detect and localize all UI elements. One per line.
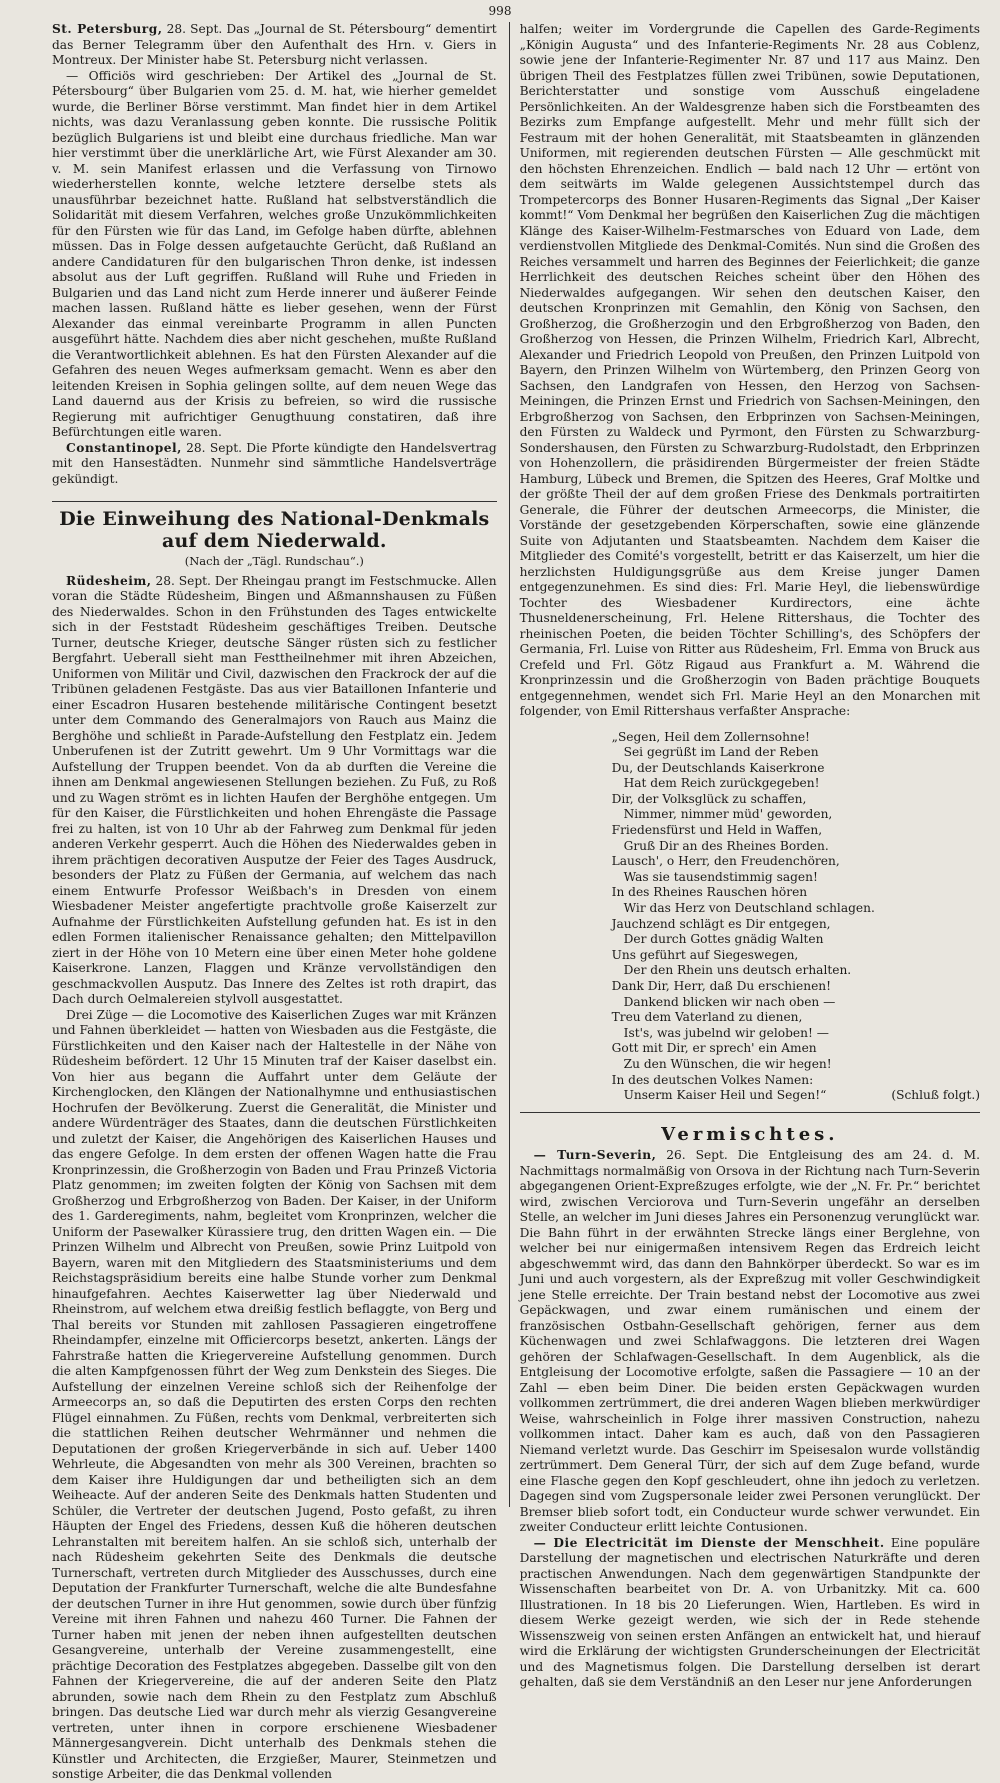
section-divider <box>520 1112 980 1113</box>
dateline-constantinopel: Constantinopel, <box>66 440 182 455</box>
poem-line: In des deutschen Volkes Namen: <box>611 1072 814 1087</box>
poem-line: Der durch Gottes gnädig Walten <box>623 932 824 947</box>
poem-line: Friedensfürst und Held in Waffen, <box>611 823 823 838</box>
poem-line: Unserm Kaiser Heil und Segen!“ <box>623 1088 827 1103</box>
article-paragraph-1 <box>52 574 497 1008</box>
page-number: 998 <box>488 4 512 18</box>
article-paragraph-2: Drei Züge — die Locomotive des Kaiserlichen Zuges war mit Kränzen und Fahnen überkleidet — hatten von Wiesbaden aus die Festgäste, die Fürstlichkeiten und den Kaiser nach der Haltestelle in der Nähe von Rüdesheim befördert. 12 Uhr 15 Minuten traf der Kaiser daselbst ein. Von hier aus begann die Auffahrt unter dem Geläute der Kirchenglocken, den Klängen der Nationalhymne und enthusiastischen Hochrufen der Bevölkerung. Zuerst die Generalität, die Minister und andere Würdenträger des Staates, dann die deutschen Fürstlichkeiten und zuletzt der Kaiser, die Angehörigen des Kaiserlichen Hauses und das engere Gefolge. In dem ersten der offenen Wagen hatte die Frau Kronprinzessin, die Großherzogin von Baden und Frau Prinzeß Victoria Platz genommen; im zweiten folgten der König von Sachsen mit dem Großherzog und Erbgroßherzog von Baden. Der Kaiser, in der Uniform des 1. Garderegiments, nahm, begleitet vom Kronprinzen, welcher die Uniform der Pasewalker Kürassiere trug, den dritten Wagen ein. — Die Prinzen Wilhelm und Albrecht von Preußen, sowie Prinz Luitpold von Bayern, waren mit den Mitgliedern des Staatsministeriums und dem Reichstagspräsidium bereits eine halbe Stunde vorher zum Denkmal hinaufgefahren. Aechtes Kaiserwetter lag über Niederwald und Rheinstrom, auf welchem etwa dreißig festlich beflaggte, von Berg und Thal bereits vor Stunden mit zahllosen Passagieren eingetroffene Rheindampfer, einzelne mit Officiercorps besetzt, ankerten. Längs der Fahrstraße hatten die Kriegervereine Aufstellung genommen. Durch die alten Kampfgenossen führt der Weg zum Denkstein des Sieges. Die Aufstellung der einzelnen Vereine schloß sich der Reihenfolge der Armeecorps an, so daß die Deputirten des ersten Corps den rechten Flügel einnahmen. Zu Füßen, rechts vom Denkmal, verbreiterten sich die stattlichen Reihen deutscher Wehrmänner und nehmen die Deputationen der großen Kriegerverbände in sich auf. Ueber 1400 Wehrleute, die Abgesandten von mehr als 300 Vereinen, brachten so dem Kaiser ihre Huldigungen dar und betheiligten sich an dem Weiheacte. Auf der anderen Seite des Denkmals hatten Studenten und Schüler, die Vertreter der deutschen Jugend, Posto gefaßt, zu ihren Häupten der Engel des Friedens, dessen Kuß die höheren deutschen Lehranstalten mit bereitem halfen. An sie schloß sich, unterhalb der nach Rüdesheim gekehrten Seite des Denkmals die deutsche Turnerschaft, vertreten durch Mitglieder des Ausschusses, durch eine Deputation der Frankfurter Turnerschaft, welche die alte Bundesfahne der deutschen Turner in ihre Hut genommen, sowie durch über fünfzig Vereine mit ihren Fahnen und nahezu 460 Turner. Die Fahnen der Turner haben mit jenen der neben ihnen aufgestellten deutschen Gesangvereine, unterhalb der Vereine zusammengestellt, eine prächtige Decoration des Festplatzes abgegeben. Dasselbe gilt von den Fahnen der Kriegervereine, die auf der anderen Seite den Platz abrunden, sowie nach dem Rhein zu den Festplatz zum Abschluß bringen. Das deutsche Lied war durch mehr als vierzig Gesangvereine vertreten, unter ihnen in corpore erschienene Wiesbadener Männergesangverein. Dicht unterhalb des Denkmals stehen die Künstler und Architecten, die Erzgießer, Maurer, Steinmetzen und sonstige Arbeiter, die das Denkmal vollenden <box>52 1007 497 1781</box>
poem-line: Dir, der Volksglück zu schaffen, <box>611 791 807 806</box>
misc-item-turn-severin <box>520 1148 980 1536</box>
poem-line: Wir das Herz von Deutschland schlagen. <box>623 901 875 916</box>
dateline-electricitaet: — Die Electricität im Dienste der Menschheit. <box>533 1535 885 1550</box>
misc-text-electricitaet: Eine populäre Darstellung der magnetischen und electrischen Naturkräfte und deren practischen Anwendungen. Nach dem gegenwärtigen Standpunkte der Wissenschaften bearbeitet von Dr. A. von Urbanitzky. Mit ca. 600 Illustrationen. In 18 bis 20 Lieferungen. Wien, Hartleben. Es wird in diesem Werke gezeigt werden, wie sich der in Rede stehende Wissenszweig von seinen ersten Anfängen an entwickelt hat, und hierauf wird die Erklärung der wichtigsten Grunderscheinungen der Electricität und des Magnetismus folgen. Die Darstellung derselben ist derart gehalten, daß sie dem Verständniß an den Leser nur jene Anforderungen <box>519 1535 980 1690</box>
poem-line: Hat dem Reich zurückgegeben! <box>623 776 820 791</box>
poem-end <box>612 1088 980 1104</box>
poem-line: Dank Dir, Herr, daß Du erschienen! <box>611 979 832 993</box>
poem <box>612 730 980 1104</box>
poem-line: Jauchzend schlägt es Dir entgegen, <box>611 916 831 931</box>
poem-line: Sei gegrüßt im Land der Reben <box>623 745 819 760</box>
poem-line: Nimmer, nimmer müd' geworden, <box>623 807 833 822</box>
poem-line: Gott mit Dir, er sprech' ein Amen <box>611 1041 817 1056</box>
poem-line: Gruß Dir an des Rheines Borden. <box>623 838 829 853</box>
dateline-ruedesheim: Rüdesheim, <box>66 573 152 588</box>
news-item-constantinopel <box>52 441 497 488</box>
dateline-turn-severin: — Turn-Severin, <box>533 1148 657 1163</box>
article-headline: Die Einweihung des National-Denkmals auf dem Niederwald. <box>59 508 490 552</box>
poem-line: Dankend blicken wir nach oben — <box>623 994 836 1009</box>
article-source: (Nach der „Tägl. Rundschau“.) <box>184 554 364 568</box>
section-title-vermischtes: Vermischtes. <box>661 1123 839 1145</box>
poem-line: Zu den Wünschen, die wir hegen! <box>623 1056 832 1071</box>
poem-line: Was sie tausendstimmig sagen! <box>623 869 818 884</box>
poem-line: „Segen, Heil dem Zollernsohne! <box>611 729 810 744</box>
poem-line: Uns geführt auf Siegeswegen, <box>611 947 799 962</box>
poem-line: Du, der Deutschlands Kaiserkrone <box>611 760 825 775</box>
to-be-continued-note: (Schluß folgt.) <box>891 1088 980 1103</box>
news-text-petersburg: 28. Sept. Das „Journal de St. Pétersbourg“ dementirt das Berner Telegramm über den Aufenthalt des Hrn. v. Giers in Montreux. Der Minister habe St. Petersburg nicht verlassen. <box>52 22 497 67</box>
article-continuation: halfen; weiter im Vordergrunde die Capellen des Garde-Regiments „Königin Augusta“ und des Infanterie-Regiments Nr. 28 aus Coblenz, sowie jene der Infanterie-Regimenter Nr. 87 und 117 aus Mainz. Den übrigen Theil des Festplatzes füllen zwei Tribünen, sowie Deputationen, Berichterstatter und sonstige vom Ausschuß eingeladene Persönlichkeiten. An der Waldesgrenze haben sich die Forstbeamten des Bezirks zum Empfange aufgestellt. Mehr und mehr füllt sich der Festraum mit der hohen Generalität, mit Staatsbeamten in glänzenden Uniformen, mit regierenden deutschen Fürsten — Alle geschmückt mit den höchsten Ehrenzeichen. Endlich — bald nach 12 Uhr — ertönt von dem seitwärts im Walde gelegenen Aussichtstempel durch das Trompetercorps des Bonner Husaren-Regiments das Signal „Der Kaiser kommt!“ Vom Denkmal her begrüßen den Kaiserlichen Zug die mächtigen Klänge des Kaiser-Wilhelm-Festmarsches von Eduard von Lade, dem verdienstvollen Mitgliede des Denkmal-Comités. Nun sind die Großen des Reiches versammelt und harren des Beginnes der Feierlichkeit; die ganze Herrlichkeit des deutschen Reiches scheint über den Höhen des Niederwaldes aufgegangen. Wir sehen den deutschen Kaiser, den deutschen Kronprinzen mit Gemahlin, den König von Sachsen, den Großherzog, die Großherzogin und den Erbgroßherzog von Baden, den Großherzog von Hessen, die Prinzen Wilhelm, Friedrich Karl, Albrecht, Alexander und Friedrich Leopold von Preußen, den Prinzen Luitpold von Bayern, den Prinzen Wilhelm von Würtemberg, den Prinzen Georg von Sachsen, den Landgrafen von Hessen, den Herzog von Sachsen-Meiningen, die Prinzen Ernst und Friedrich von Sachsen-Meiningen, den Erbgroßherzog von Sachsen, den Erbprinzen von Sachsen-Meiningen, den Fürsten zu Waldeck und Pyrmont, den Fürsten zu Schwarzburg-Sondershausen, den Fürsten zu Schwarzburg-Rudolstadt, den Erbprinzen von Hohenzollern, die präsidirenden Bürgermeister der freien Städte Hamburg, Lübeck und Bremen, die Spitzen des Heeres, Graf Moltke und der größte Theil der auf dem großen Friese des Denkmals portraitirten Generale, die Führer der deutschen Armeecorps, die Minister, die Vorstände der gesetzgebenden Körperschaften, sowie eine glänzende Suite von Adjutanten und Staatsbeamten. Nachdem dem Kaiser die Mitglieder des Comité's vorgestellt, betritt er das Kaiserzelt, um hier die herzlichsten Huldigungsgrüße aus dem Kreise junger Damen entgegenzunehmen. Es sind dies: Frl. Marie Heyl, die liebenswürdige Tochter des Wiesbadener Kurdirectors, eine ächte Thusneldenerscheinung, Frl. Helene Rittershaus, die Tochter des rheinischen Poeten, die beiden Töchter Schilling's, des Schöpfers der Germania, Frl. Luise von Ritter aus Rüdesheim, Frl. Emma von Bruck aus Crefeld und Frl. Götz Rigaud aus Frankfurt a. M. Während die Kronprinzessin und die Großherzogin von Baden prächtige Bouquets entgegennehmen, wendet sich Frl. Marie Heyl an den Monarchen mit folgender, von Emil Rittershaus verfaßter Ansprache: <box>519 22 980 718</box>
poem-line: Ist's, was jubelnd wir geloben! — <box>623 1025 829 1040</box>
article-text-1: 28. Sept. Der Rheingau prangt im Festschmucke. Allen voran die Städte Rüdesheim, Bingen und Aßmannshausen zu Füßen des Niederwaldes. Schon in den Frühstunden des Tages entwickelte sich in der Feststadt Rüdesheim geschäftiges Treiben. Deutsche Turner, deutsche Krieger, deutsche Sänger rüsten sich zu festlicher Bergfahrt. Ueberall sieht man Festtheilnehmer mit ihren Abzeichen, Uniformen von Militär und Civil, dazwischen den Frackrock der auf die Tribünen geladenen Festgäste. Das aus vier Bataillonen Infanterie und einer Escadron Husaren bestehende militärische Contingent besetzt unter dem Commando des Generalmajors von Rauch aus Mainz die Berghöhe und schließt in Parade-Aufstellung den Festplatz ein. Jedem Unberufenen ist der Zutritt gewehrt. Um 9 Uhr Vormittags war die Aufstellung der Truppen beendet. Von da ab durften die Vereine die ihnen am Denkmal angewiesenen Stellungen beziehen. Zu Fuß, zu Roß und zu Wagen strömt es in lichten Haufen der Berghöhe entgegen. Um für den Kaiser, die Fürstlichkeiten und hohen Ehrengäste die Passage frei zu halten, ist von 10 Uhr ab der Fahrweg zum Denkmal für jeden anderen Verkehr gesperrt. Auch die Höhen des Niederwaldes geben in ihrem prächtigen decorativen Ausputze der Feier des Tages Ausdruck, besonders der Platz zu Füßen der Germania, auf welchem das nach einem Entwurfe Professor Weißbach's in Dresden von einem Wiesbadener Meister angefertigte prachtvolle große Kaiserzelt zur Aufnahme der Fürstlichkeiten Aufstellung gefunden hat. Es ist in den edlen Formen italienischer Renaissance gehalten; den Mittelpavillon ziert in der Höhe von 10 Metern eine über einen Meter hohe goldene Kaiserkrone. Lanzen, Flaggen und Kränze vervollständigen den geschmackvollen Ausputz. Das Innere des Zeltes ist roth drapirt, das Dach durch Oelmalereien stylvoll ausgestattet. <box>52 573 497 1006</box>
news-text-constantinopel: 28. Sept. Die Pforte kündigte den Handelsvertrag mit den Hansestädten. Nunmehr sind sämmtliche Handelsverträge gekündigt. <box>52 440 497 486</box>
misc-text-turn-severin: 26. Sept. Die Entgleisung des am 24. d. M. Nachmittags normalmäßig von Orsova in der Richtung nach Turn-Severin abgegangenen Orient-Expreßzuges erfolgte, wie der „N. Fr. Pr.“ berichtet wird, zwischen Verciorova und Turn-Severin ungefähr an derselben Stelle, an welcher im Juni dieses Jahres ein Personenzug verunglückt war. Die Bahn führt in der erwähnten Strecke längs einer Berglehne, von welcher bei nur einigermaßen intensivem Regen das Erdreich leicht abgeschwemmt wird, das dann den Bahnkörper überdeckt. So war es im Juni und auch vorgestern, als der Expreßzug mit voller Geschwindigkeit jene Stelle erreichte. Der Train bestand nebst der Locomotive aus zwei Gepäckwagen, und zwar einem rumänischen und einem der französischen Ostbahn-Gesellschaft gehörigen, ferner aus dem Küchenwagen und zwei Schlafwaggons. Die letzteren drei Wagen gehören der Schlafwagen-Gesellschaft. In dem Augenblick, als die Entgleisung der Locomotive erfolgte, saßen die Passagiere — 10 an der Zahl — eben beim Diner. Die beiden ersten Gepäckwagen wurden vollkommen zertrümmert, die drei anderen Wagen blieben merkwürdiger Weise, wahrscheinlich in Folge ihrer massiven Construction, nahezu vollkommen intact. Daher kam es auch, daß von den Passagieren Niemand verletzt wurde. Das Geschirr im Speisesalon wurde vollständig zertrümmert. Dem General Türr, der sich auf dem Zuge befand, wurde eine Flasche gegen den Kopf geschleudert, ohne ihn jedoch zu verletzen. Dagegen sind vom Zugspersonale leider zwei Personen verunglückt. Der Bremser blieb sofort todt, ein Conducteur wurde schwer verwundet. Ein zweiter Conducteur erlitt leichte Contusionen. <box>519 1148 980 1535</box>
poem-line: In des Rheines Rauschen hören <box>611 885 808 900</box>
misc-item-electricitaet <box>520 1536 980 1691</box>
poem-line: Treu dem Vaterland zu dienen, <box>611 1010 803 1025</box>
news-item-officioes: — Officiös wird geschrieben: Der Artikel des „Journal de St. Pétersbourg“ über Bulgarien vom 25. d. M. hat, wie hierher gemeldet wurde, die Berliner Börse verstimmt. Man findet hier in dem Artikel nichts, was dazu Veranlassung geben konnte. Die russische Politik bezüglich Bulgariens ist und bleibt eine durchaus friedliche. Man war hier verstimmt über die unerklärliche Art, wie Fürst Alexander am 30. v. M. sein Manifest erlassen und die Verfassung von Tirnowo wiederherstellen konnte, welche letztere derselbe stets als unausführbar bezeichnet hatte. Rußland hat selbstverständlich die Solidarität mit diesem Verfahren, welches große Unzukömmlichkeiten für den Fürsten wie für das Land, im Gefolge haben dürfte, ablehnen müssen. Das in Folge dessen aufgetauchte Gerücht, daß Rußland an andere Candidaturen für den bulgarischen Thron denke, ist indessen absolut aus der Luft gegriffen. Rußland will Ruhe und Frieden in Bulgarien und das Land nicht zum Herde innerer und äußerer Feinde machen lassen. Rußland hätte es lieber gesehen, wenn der Fürst Alexander das einmal vereinbarte Programm in allen Puncten ausgeführt hätte. Nachdem dies aber nicht geschehen, mußte Rußland die Verantwortlichkeit ablehnen. Es hat den Fürsten Alexander auf die Gefahren des neuen Weges aufmerksam gemacht. Wenn es aber den leitenden Kreisen in Sophia gelingen sollte, auf dem neuen Wege das Land dauernd aus der Krisis zu befreien, so wird die russische Regierung mit aufrichtiger Genugthuung constatiren, daß ihre Befürchtungen eitle waren. <box>52 68 497 439</box>
right-column <box>509 22 980 1690</box>
poem-line: Lausch', o Herr, den Freudenchören, <box>611 854 840 869</box>
poem-line: Der den Rhein uns deutsch erhalten. <box>623 963 852 978</box>
columns <box>52 22 980 1781</box>
dateline-petersburg: St. Petersburg, <box>52 22 163 36</box>
news-item-petersburg <box>52 22 497 69</box>
section-divider <box>52 501 497 502</box>
left-column <box>52 22 497 1781</box>
